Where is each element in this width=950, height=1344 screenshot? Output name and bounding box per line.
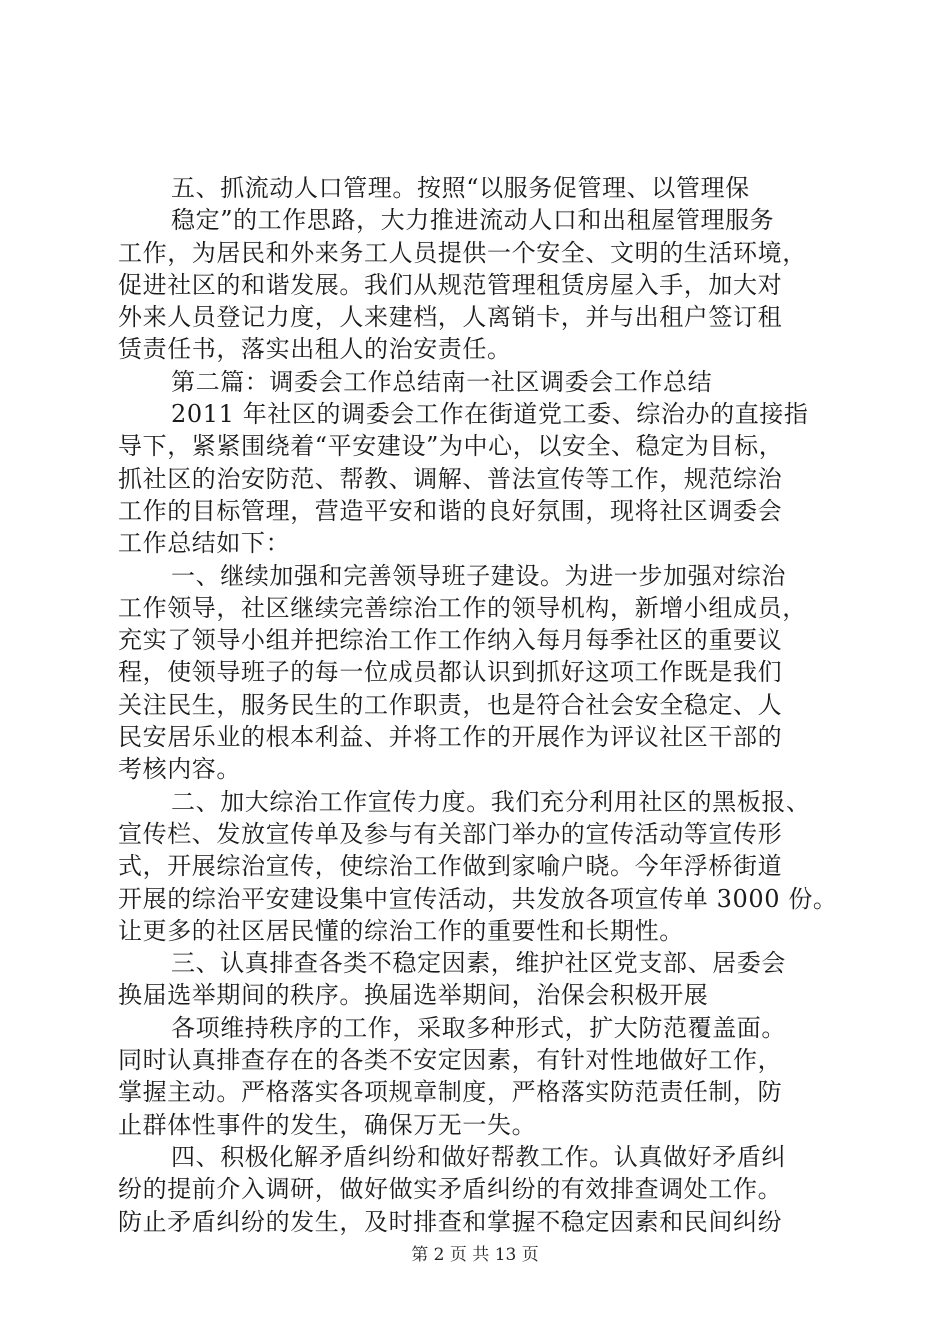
text-line: 五、抓流动人口管理。按照“以服务促管理、以管理保 [171,174,750,202]
text-line: 关注民生，服务民生的工作职责，也是符合社会安全稳定、人 [118,690,783,719]
text-line: 考核内容。 [118,755,241,784]
text-line: 让更多的社区居民懂的综治工作的重要性和长期性。 [118,916,684,945]
text-line: 防止矛盾纠纷的发生，及时排查和掌握不稳定因素和民间纠纷 [118,1207,783,1236]
text-line: 民安居乐业的根本利益、并将工作的开展作为评议社区干部的 [118,723,783,752]
text-line: 四、积极化解矛盾纠纷和做好帮教工作。认真做好矛盾纠 [171,1142,786,1171]
text-line: 促进社区的和谐发展。我们从规范管理租赁房屋入手，加大对 [118,270,783,299]
text-line: 换届选举期间的秩序。换届选举期间，治保会积极开展 [118,981,709,1010]
text-line: 赁责任书，落实出租人的治安责任。 [118,335,512,364]
text-line: 三、认真排查各类不稳定因素，维护社区党支部、居委会 [171,949,786,978]
text-line: 式，开展综治宣传，使综治工作做到家喻户晓。今年浮桥街道 [118,852,783,881]
text-line: 2011 年社区的调委会工作在街道党工委、综治办的直接指 [171,400,809,429]
text-line: 抓社区的治安防范、帮教、调解、普法宣传等工作，规范综治 [118,464,783,493]
document-body [118,172,838,1238]
page-footer: 第 2 页 共 13 页 [411,1245,539,1265]
text-line: 宣传栏、发放宣传单及参与有关部门举办的宣传活动等宣传形 [118,819,783,848]
text-line: 同时认真排查存在的各类不安定因素，有针对性地做好工作， [118,1046,783,1075]
text-line: 外来人员登记力度，人来建档，人离销卡，并与出租户签订租 [118,303,783,332]
text-line: 导下，紧紧围绕着“平安建设”为中心，以安全、稳定为目标， [118,432,784,461]
text-line: 工作的目标管理，营造平安和谐的良好氛围，现将社区调委会 [118,496,783,525]
text-line: 程，使领导班子的每一位成员都认识到抓好这项工作既是我们 [118,658,783,687]
text-line: 工作总结如下： [118,529,291,558]
text-line: 第二篇：调委会工作总结南一社区调委会工作总结 [171,367,713,396]
text-line: 一、继续加强和完善领导班子建设。为进一步加强对综治 [171,561,786,590]
text-line: 各项维持秩序的工作，采取多种形式，扩大防范覆盖面。 [171,1013,786,1042]
text-line: 工作，为居民和外来务工人员提供一个安全、文明的生活环境， [118,238,807,267]
text-line: 掌握主动。严格落实各项规章制度，严格落实防范责任制，防 [118,1078,783,1107]
text-line: 稳定”的工作思路，大力推进流动人口和出租屋管理服务 [171,206,775,235]
text-line: 纷的提前介入调研，做好做实矛盾纠纷的有效排查调处工作。 [118,1175,783,1204]
text-line: 工作领导，社区继续完善综治工作的领导机构，新增小组成员， [118,593,807,622]
text-line: 充实了领导小组并把综治工作工作纳入每月每季社区的重要议 [118,626,783,655]
text-line: 开展的综治平安建设集中宣传活动，共发放各项宣传单 3000 份。 [118,884,838,913]
text-line: 止群体性事件的发生，确保万无一失。 [118,1110,537,1139]
text-line: 二、加大综治工作宣传力度。我们充分利用社区的黑板报、 [171,787,811,816]
